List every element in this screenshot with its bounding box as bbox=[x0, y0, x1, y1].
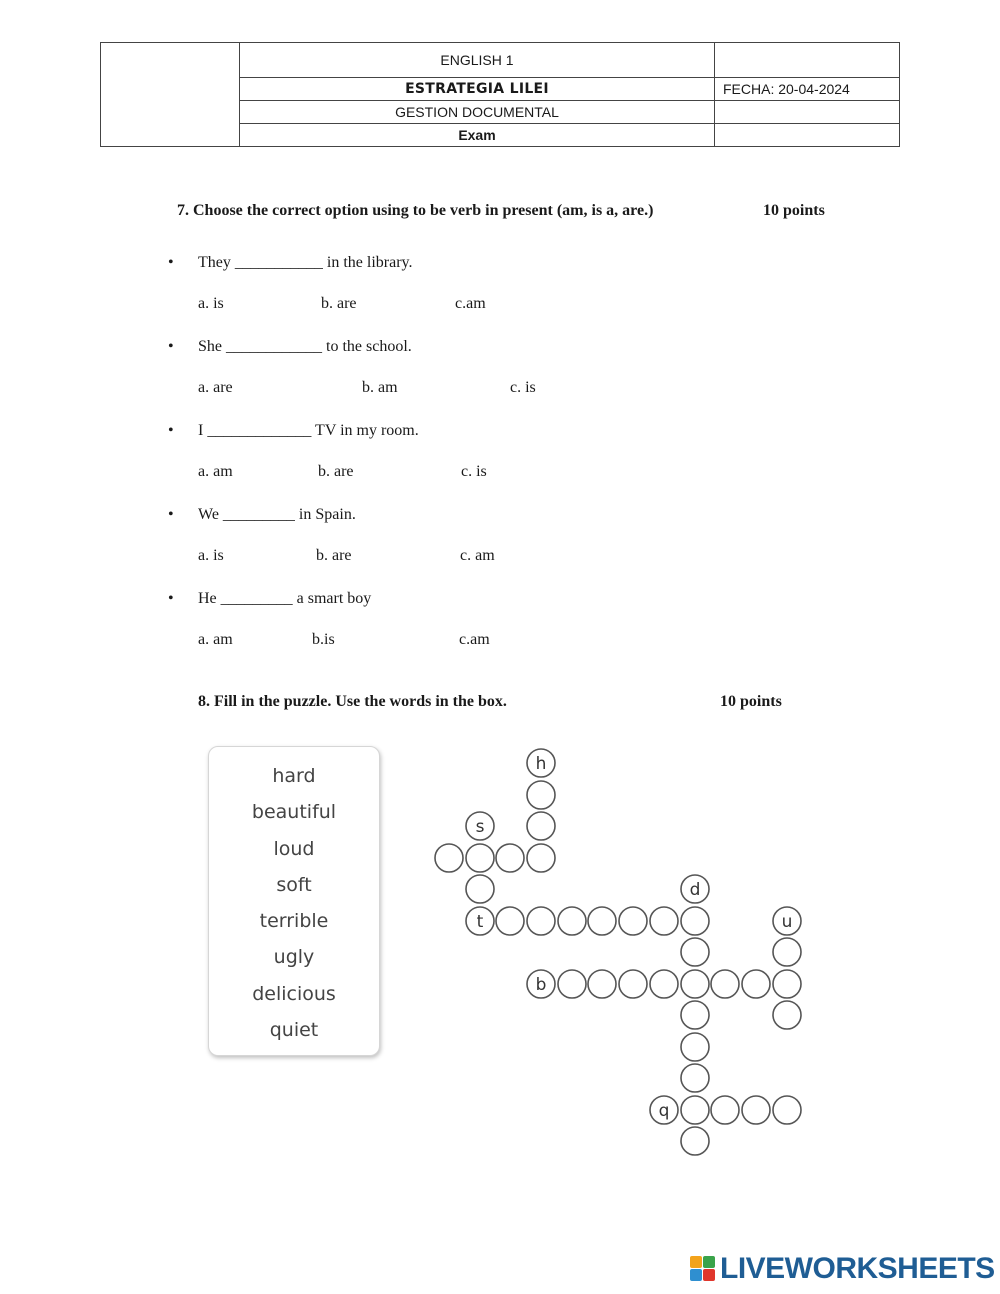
liveworksheets-logo bbox=[690, 1252, 995, 1286]
puzzle-cell[interactable] bbox=[681, 907, 709, 935]
department-label: GESTION DOCUMENTAL bbox=[240, 101, 715, 124]
option-b[interactable]: b. are bbox=[321, 295, 357, 312]
puzzle-cell[interactable] bbox=[466, 844, 494, 872]
puzzle-cell[interactable] bbox=[558, 970, 586, 998]
liveworksheets-icon bbox=[690, 1256, 716, 1282]
strategy-label: ESTRATEGIA LILEI bbox=[240, 78, 715, 101]
puzzle-cell[interactable] bbox=[681, 1033, 709, 1061]
start-letter-s: s bbox=[475, 817, 485, 837]
puzzle-cell[interactable] bbox=[496, 907, 524, 935]
option-a[interactable]: a. am bbox=[198, 631, 233, 648]
start-letter-h: h bbox=[535, 754, 547, 774]
question-7-text: . Choose the correct option using to be verb in present (am, is a, are.) bbox=[185, 202, 654, 219]
bullet-icon: • bbox=[168, 254, 174, 271]
puzzle-cell[interactable] bbox=[650, 970, 678, 998]
course-title: ENGLISH 1 bbox=[240, 43, 715, 78]
puzzle-cell[interactable] bbox=[681, 1064, 709, 1092]
option-a[interactable]: a. is bbox=[198, 547, 224, 564]
puzzle-cell[interactable] bbox=[619, 970, 647, 998]
bullet-icon: • bbox=[168, 506, 174, 523]
option-c[interactable]: c. am bbox=[460, 547, 495, 564]
bullet-icon: • bbox=[168, 338, 174, 355]
puzzle-cell[interactable] bbox=[527, 844, 555, 872]
q7-sentence: I _____________ TV in my room. bbox=[198, 422, 419, 439]
word-box-item: loud bbox=[273, 837, 315, 860]
word-box-item: soft bbox=[276, 873, 312, 896]
doc-type-label: Exam bbox=[240, 124, 715, 147]
puzzle-cell[interactable] bbox=[681, 1127, 709, 1155]
question-8-points: 10 points bbox=[720, 693, 782, 710]
option-c[interactable]: c. is bbox=[510, 379, 536, 396]
question-8-heading: 8. Fill in the puzzle. Use the words in the box. bbox=[198, 693, 507, 710]
bullet-icon: • bbox=[168, 590, 174, 607]
q7-sentence: She ____________ to the school. bbox=[198, 338, 412, 355]
puzzle-cell[interactable] bbox=[742, 1096, 770, 1124]
q7-sentence: They ___________ in the library. bbox=[198, 254, 413, 271]
option-c[interactable]: c.am bbox=[455, 295, 486, 312]
option-a[interactable]: a. is bbox=[198, 295, 224, 312]
word-box-item: hard bbox=[272, 765, 316, 787]
word-box-item: quiet bbox=[269, 1019, 319, 1042]
q7-sentence: We _________ in Spain. bbox=[198, 506, 356, 523]
puzzle-cell[interactable] bbox=[588, 970, 616, 998]
bullet-icon: • bbox=[168, 422, 174, 439]
word-box-item: delicious bbox=[252, 982, 336, 1005]
date-label: FECHA: 20-04-2024 bbox=[715, 78, 900, 101]
brand-name: LIVEWORKSHEETS bbox=[720, 1252, 995, 1285]
puzzle-cell[interactable] bbox=[558, 907, 586, 935]
question-7-number: 7 bbox=[177, 202, 185, 219]
puzzle-cell[interactable] bbox=[527, 812, 555, 840]
puzzle-cell[interactable] bbox=[588, 907, 616, 935]
word-box-item: ugly bbox=[273, 946, 315, 969]
option-b[interactable]: b. am bbox=[362, 379, 398, 396]
option-c[interactable]: c.am bbox=[459, 631, 490, 648]
puzzle-cell[interactable] bbox=[773, 1096, 801, 1124]
option-b[interactable]: b.is bbox=[312, 631, 335, 648]
q7-sentence: He _________ a smart boy bbox=[198, 590, 372, 607]
puzzle-cell[interactable] bbox=[650, 907, 678, 935]
puzzle-cell[interactable] bbox=[773, 1001, 801, 1029]
option-b[interactable]: b. are bbox=[318, 463, 354, 480]
puzzle-cell[interactable] bbox=[496, 844, 524, 872]
puzzle-cell[interactable] bbox=[773, 938, 801, 966]
start-letter-t: t bbox=[476, 912, 484, 932]
puzzle-cell[interactable] bbox=[681, 1096, 709, 1124]
puzzle-cell[interactable] bbox=[711, 970, 739, 998]
start-letter-q: q bbox=[658, 1101, 670, 1121]
puzzle-cell[interactable] bbox=[527, 781, 555, 809]
puzzle-cell[interactable] bbox=[773, 970, 801, 998]
puzzle-cell[interactable] bbox=[742, 970, 770, 998]
option-a[interactable]: a. am bbox=[198, 463, 233, 480]
puzzle-cell[interactable] bbox=[619, 907, 647, 935]
puzzle-cell[interactable] bbox=[527, 907, 555, 935]
option-b[interactable]: b. are bbox=[316, 547, 352, 564]
option-c[interactable]: c. is bbox=[461, 463, 487, 480]
start-letter-d: d bbox=[689, 880, 701, 900]
puzzle-cell[interactable] bbox=[681, 1001, 709, 1029]
puzzle-cell[interactable] bbox=[435, 844, 463, 872]
puzzle-cell[interactable] bbox=[466, 875, 494, 903]
start-letter-b: b bbox=[535, 975, 547, 995]
question-7-points: 10 points bbox=[763, 202, 825, 219]
puzzle-cell[interactable] bbox=[711, 1096, 739, 1124]
option-a[interactable]: a. are bbox=[198, 379, 233, 396]
start-letter-u: u bbox=[781, 912, 793, 932]
word-box-item: beautiful bbox=[251, 801, 337, 824]
puzzle-cell[interactable] bbox=[681, 970, 709, 998]
puzzle-cell[interactable] bbox=[681, 938, 709, 966]
word-box-item: terrible bbox=[259, 910, 329, 933]
